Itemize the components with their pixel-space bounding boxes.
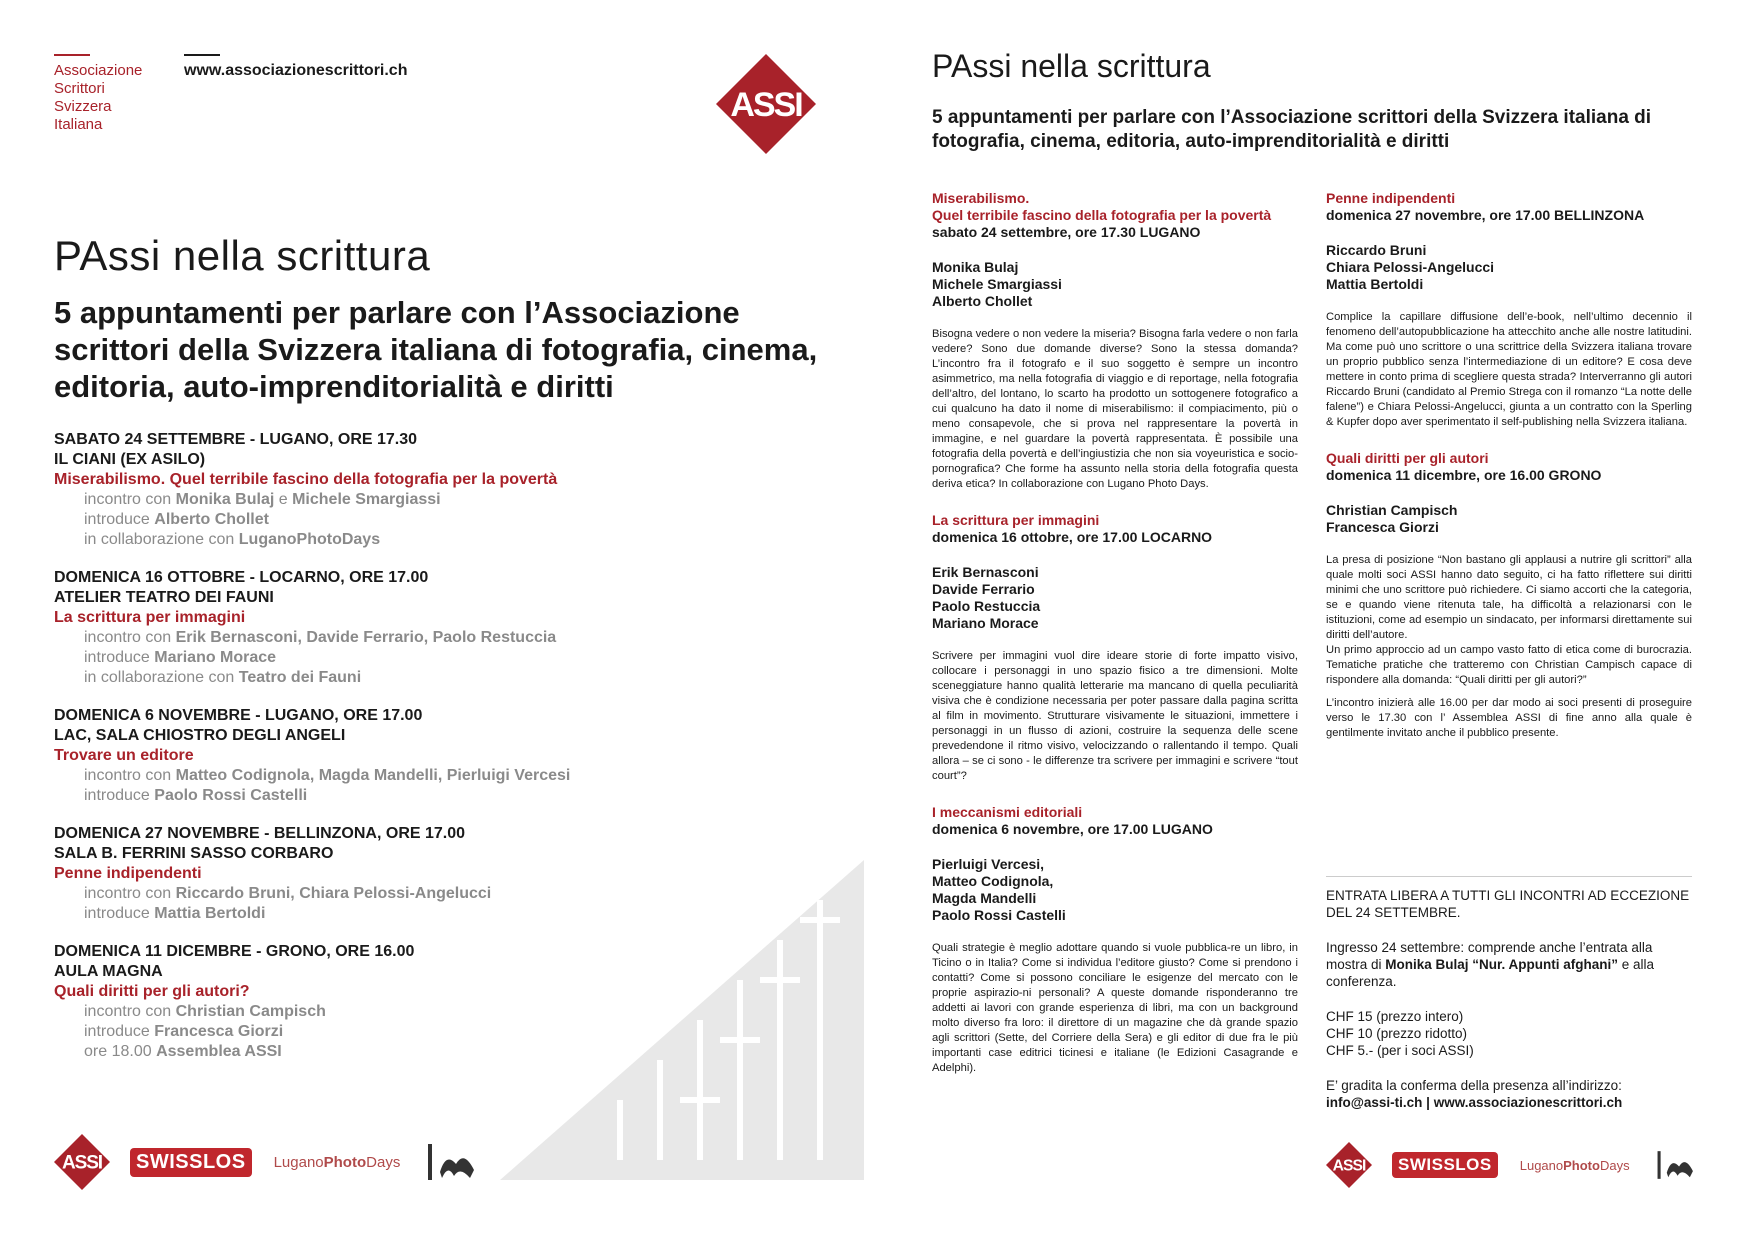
lpd-part: Photo xyxy=(1563,1157,1600,1173)
decorative-pattern xyxy=(500,860,864,1180)
lpd-part: Days xyxy=(1599,1157,1630,1173)
event-item xyxy=(54,430,814,550)
detail-prefix: ore 18.00 xyxy=(84,1043,157,1060)
lpd-part: Days xyxy=(366,1153,401,1171)
section-people xyxy=(932,856,1298,924)
person-name: Chiara Pelossi-Angelucci xyxy=(1326,259,1495,275)
org-line: Italiana xyxy=(54,116,103,133)
detail-names: Monika Bulaj xyxy=(175,491,275,508)
price-item: CHF 10 (prezzo ridotto) xyxy=(1326,1026,1468,1041)
detail-names: Mariano Morace xyxy=(154,649,277,666)
body-paragraph: L’incontro inizierà alle 16.00 per dar modo ai soci presenti di proseguire verso le 17.30 con l’ Assemblea ASSI di fine anno alla quale è gentilmente invitato anche il pubblico presente. xyxy=(1326,697,1692,739)
event-section xyxy=(1326,190,1692,430)
entrance-note: ENTRATA LIBERA A TUTTI GLI INCONTRI AD ECCEZIONE DEL 24 SETTEMBRE. xyxy=(1326,888,1690,920)
divider xyxy=(1326,876,1692,877)
org-rule xyxy=(54,54,90,56)
person-name: Monika Bulaj xyxy=(932,259,1019,275)
detail-names: LuganoPhotoDays xyxy=(238,531,381,548)
teatro-fauni-logo-icon xyxy=(426,1142,478,1182)
org-line: Associazione xyxy=(54,62,143,79)
event-date: SABATO 24 SETTEMBRE - LUGANO, ORE 17.30 xyxy=(54,431,418,448)
detail-prefix: incontro con xyxy=(84,1003,176,1020)
detail-names: Alberto Chollet xyxy=(154,511,269,528)
event-detail-line xyxy=(54,786,814,806)
event-detail-line xyxy=(54,510,814,530)
detail-prefix: incontro con xyxy=(84,885,176,902)
svg-text:ASSI: ASSI xyxy=(730,86,802,124)
section-when: sabato 24 settembre, ore 17.30 LUGANO xyxy=(932,224,1201,240)
body-paragraph: Quali strategie è meglio adottare quando si vuole pubblica-re un libro, in Ticino o in Italia? Come si individua l’editore giusto? Come si prendono i contatti? Come si possono conciliare le esigenze del mercato con le proprie aspirazio-ni personali? A queste domande risponderanno tre addetti ai lavori con grande esperienza di libri, ma con un background molto diverso fra loro: il direttore di un magazine che dà grande spazio agli scrittori (Sette, del Corriere della Sera) e gli editor di due fra le più importanti case editrici ticinesi e italiane (le Edizioni Casagrande e Adelphi). xyxy=(932,942,1298,1074)
detail-prefix: introduce xyxy=(84,649,155,666)
svg-text:ASSI: ASSI xyxy=(62,1152,102,1174)
detail-prefix: introduce xyxy=(84,511,155,528)
section-when: domenica 16 ottobre, ore 17.00 LOCARNO xyxy=(932,529,1213,545)
event-section xyxy=(1326,450,1692,741)
detail-names: Erik Bernasconi, Davide Ferrario, Paolo Restuccia xyxy=(175,629,557,646)
event-venue: LAC, SALA CHIOSTRO DEGLI ANGELI xyxy=(54,727,346,744)
detail-names: Francesca Giorzi xyxy=(154,1023,284,1040)
detail-mid: e xyxy=(274,491,293,508)
event-venue: ATELIER TEATRO DEI FAUNI xyxy=(54,589,274,606)
sponsor-bar-left xyxy=(54,1134,478,1190)
right-subtitle: 5 appuntamenti per parlare con l’Associazione scrittori della Svizzera italiana di fotografia, cinema, editoria, auto-imprenditorialità e diritti xyxy=(932,107,1652,152)
person-name: Alberto Chollet xyxy=(932,293,1033,309)
event-detail-line xyxy=(54,490,814,510)
swisslos-logo: SWISSLOS xyxy=(130,1148,252,1177)
person-name: Magda Mandelli xyxy=(932,890,1037,906)
person-name: Mariano Morace xyxy=(932,615,1039,631)
page-subtitle: 5 appuntamenti per parlare con l’Associazione scrittori della Svizzera italiana di fotografia, cinema, editoria, auto-imprenditorialità e diritti xyxy=(54,295,818,404)
info-box xyxy=(1326,876,1692,1111)
confirm-note: E’ gradita la conferma della presenza all’indirizzo: xyxy=(1326,1078,1622,1093)
detail-prefix: introduce xyxy=(84,787,155,804)
section-body xyxy=(1326,553,1692,741)
detail-prefix: incontro con xyxy=(84,767,176,784)
section-heading: Quali diritti per gli autori xyxy=(1326,450,1489,466)
price-item: CHF 5.- (per i soci ASSI) xyxy=(1326,1043,1474,1058)
site-url[interactable]: www.associazionescrittori.ch xyxy=(184,62,408,79)
person-name: Mattia Bertoldi xyxy=(1326,276,1424,292)
assi-logo-icon xyxy=(1326,1142,1372,1188)
event-detail-line xyxy=(54,648,814,668)
event-section xyxy=(932,804,1298,1076)
detail-prefix: incontro con xyxy=(84,491,176,508)
right-title: PAssi nella scrittura xyxy=(932,48,1211,84)
price-item: CHF 15 (prezzo intero) xyxy=(1326,1009,1464,1024)
person-name: Christian Campisch xyxy=(1326,502,1458,518)
detail-names: Assemblea ASSI xyxy=(156,1043,282,1060)
section-when: domenica 11 dicembre, ore 16.00 GRONO xyxy=(1326,467,1602,483)
event-topic: La scrittura per immagini xyxy=(54,609,246,626)
event-venue: AULA MAGNA xyxy=(54,963,163,980)
person-name: Erik Bernasconi xyxy=(932,564,1039,580)
ingresso-text: e alla conferenza. xyxy=(1326,957,1655,989)
lpd-part: Photo xyxy=(323,1153,367,1171)
section-heading: I meccanismi editoriali xyxy=(932,804,1083,820)
event-item xyxy=(54,568,814,688)
detail-names: Paolo Rossi Castelli xyxy=(154,787,308,804)
teatro-fauni-logo-icon xyxy=(1656,1149,1696,1181)
price-list xyxy=(1326,1008,1692,1059)
event-section xyxy=(932,190,1298,492)
detail-names: Michele Smargiassi xyxy=(292,491,441,508)
detail-names: Riccardo Bruni, Chiara Pelossi-Angelucci xyxy=(175,885,492,902)
org-name xyxy=(54,62,142,134)
body-paragraph: La presa di posizione “Non bastano gli applausi a nutrire gli scrittori” alla quale molti soci ASSI hanno dato seguito, ci ha fatto riflettere sui diritti minimi che uno scrittore può richiedere. Ci siamo accorti che la categoria, se e quando viene ritenuta tale, ha difficoltà a relazionarsi con le istituzioni, come ad esempio un sindacato, per informarsi direttamente sui diritti dell’autore. Un primo approccio ad un campo vasto fatto di etica come di burocrazia. Tematiche pratiche che tratteremo con Christian Campisch capace di rispondere alla domanda: “Quali diritti per gli autori?” xyxy=(1326,554,1692,686)
section-body xyxy=(1326,310,1692,430)
contact-links[interactable]: info@assi-ti.ch | www.associazionescrittori.ch xyxy=(1326,1095,1623,1110)
event-item xyxy=(54,706,814,806)
event-detail-line xyxy=(54,668,814,688)
lpd-part: Lugano xyxy=(273,1153,324,1171)
org-line: Svizzera xyxy=(54,98,112,115)
person-name: Davide Ferrario xyxy=(932,581,1035,597)
svg-text:ASSI: ASSI xyxy=(1332,1157,1366,1175)
person-name: Matteo Codignola, xyxy=(932,873,1054,889)
section-body xyxy=(932,941,1298,1076)
exhibition-name: Monika Bulaj “Nur. Appunti afghani” xyxy=(1385,957,1619,972)
person-name: Francesca Giorzi xyxy=(1326,519,1439,535)
assi-logo-icon xyxy=(54,1134,110,1190)
detail-prefix: in collaborazione con xyxy=(84,531,239,548)
detail-column-2 xyxy=(1326,190,1692,761)
detail-names: Christian Campisch xyxy=(175,1003,326,1020)
section-heading: Penne indipendenti xyxy=(1326,190,1456,206)
detail-prefix: incontro con xyxy=(84,629,176,646)
section-people xyxy=(1326,502,1692,536)
org-line: Scrittori xyxy=(54,80,105,97)
section-heading: La scrittura per immagini xyxy=(932,512,1100,528)
event-date: DOMENICA 11 DICEMBRE - GRONO, ORE 16.00 xyxy=(54,943,415,960)
section-people xyxy=(932,259,1298,310)
section-body xyxy=(932,649,1298,784)
detail-column-1 xyxy=(932,190,1298,1096)
assi-logo-icon xyxy=(716,54,816,154)
event-topic: Penne indipendenti xyxy=(54,865,202,882)
ingresso-text: Ingresso 24 settembre: comprende anche l’entrata alla mostra di xyxy=(1326,940,1653,972)
event-topic: Quali diritti per gli autori? xyxy=(54,983,250,1000)
person-name: Michele Smargiassi xyxy=(932,276,1062,292)
lugano-photo-days-logo xyxy=(274,1154,401,1171)
detail-prefix: introduce xyxy=(84,905,155,922)
section-when: domenica 27 novembre, ore 17.00 BELLINZONA xyxy=(1326,207,1645,223)
event-date: DOMENICA 6 NOVEMBRE - LUGANO, ORE 17.00 xyxy=(54,707,423,724)
event-venue: SALA B. FERRINI SASSO CORBARO xyxy=(54,845,334,862)
event-topic: Miserabilismo. Quel terribile fascino della fotografia per la povertà xyxy=(54,471,558,488)
detail-names: Teatro dei Fauni xyxy=(238,669,362,686)
lugano-photo-days-logo xyxy=(1520,1158,1630,1173)
event-topic: Trovare un editore xyxy=(54,747,194,764)
page-title: PAssi nella scrittura xyxy=(54,232,431,279)
section-people xyxy=(1326,242,1692,293)
body-paragraph: Scrivere per immagini vuol dire ideare storie di forte impatto visivo, collocare i personaggi in uno spazio fisico a tre dimensioni. Molte sceneggiature hanno qualità letterarie ma mancano di quella peculiarità visiva che è condizione necessaria per poter passare dalla pagina scritta al film in movimento. Strutturare visivamente le situazioni, immettere i personaggi in un flusso di azioni, costruire la sequenza delle scene prevedendone il ritmo visivo, velocizzando o rallentando il tempo. Quali allora – se ci sono - le differenze tra scrivere per immagini e scrivere “tout court”? xyxy=(932,650,1298,782)
event-detail-line xyxy=(54,628,814,648)
section-people xyxy=(932,564,1298,632)
section-body xyxy=(932,327,1298,492)
url-rule xyxy=(184,54,220,56)
detail-names: Mattia Bertoldi xyxy=(154,905,266,922)
person-name: Paolo Restuccia xyxy=(932,598,1041,614)
event-detail-line xyxy=(54,766,814,786)
detail-names: Matteo Codignola, Magda Mandelli, Pierluigi Vercesi xyxy=(175,767,571,784)
person-name: Pierluigi Vercesi, xyxy=(932,856,1045,872)
event-section xyxy=(932,512,1298,784)
event-date: DOMENICA 27 NOVEMBRE - BELLINZONA, ORE 17.00 xyxy=(54,825,466,842)
person-name: Riccardo Bruni xyxy=(1326,242,1427,258)
lpd-part: Lugano xyxy=(1519,1157,1564,1173)
event-date: DOMENICA 16 OTTOBRE - LOCARNO, ORE 17.00 xyxy=(54,569,429,586)
section-heading: Miserabilismo. Quel terribile fascino della fotografia per la povertà xyxy=(932,190,1272,223)
event-venue: IL CIANI (EX ASILO) xyxy=(54,451,206,468)
body-paragraph: Complice la capillare diffusione dell’e-book, nell’ultimo decennio il fenomeno dell’autopubblicazione ha attecchito anche alle nostre latitudini. Ma come può uno scrittore o una scrittrice della Svizzera italiana trovare un proprio pubblico senza l’intermediazione di un editore? E cosa deve mettere in conto prima di scegliere questa strada? Interverranno gli autori Riccardo Bruni (candidato al Premio Strega con il romanzo “La notte delle falene”) e Chiara Pelossi-Angelucci, giunta a un contratto con la Sperling & Kupfer dopo aver sperimentato il self-publishing nella Svizzera italiana. xyxy=(1326,311,1692,428)
ingresso-note xyxy=(1326,939,1692,990)
detail-prefix: introduce xyxy=(84,1023,155,1040)
detail-prefix: in collaborazione con xyxy=(84,669,239,686)
event-detail-line xyxy=(54,530,814,550)
person-name: Paolo Rossi Castelli xyxy=(932,907,1066,923)
swisslos-logo: SWISSLOS xyxy=(1392,1152,1498,1178)
sponsor-bar-right xyxy=(1326,1142,1696,1188)
body-paragraph: Bisogna vedere o non vedere la miseria? Bisogna farla vedere o non farla vedere? Sono due domande diverse? Sono la stessa domanda? L’incontro fra il fotografo e il suo soggetto è sempre un incontro asimmetrico, ma nella fotografia di viaggio e di reportage, nella fotografia dell’altro, del lontano, lo scarto ha prodotto un sottogenere fotografico a cui qualcuno ha dato il nome di miserabilismo: il compiacimento, più o meno consapevole, che si prova nel rappresentare la povertà in immagine, e nel guardare la povertà rappresentata. È possibile una fotografia della povertà e dell’ingiustizia che non sia voyeuristica e socio-pornografica? Che forme ha assunto nella storia della fotografia questa deriva etica? In collaborazione con Lugano Photo Days. xyxy=(932,328,1298,490)
section-when: domenica 6 novembre, ore 17.00 LUGANO xyxy=(932,821,1213,837)
